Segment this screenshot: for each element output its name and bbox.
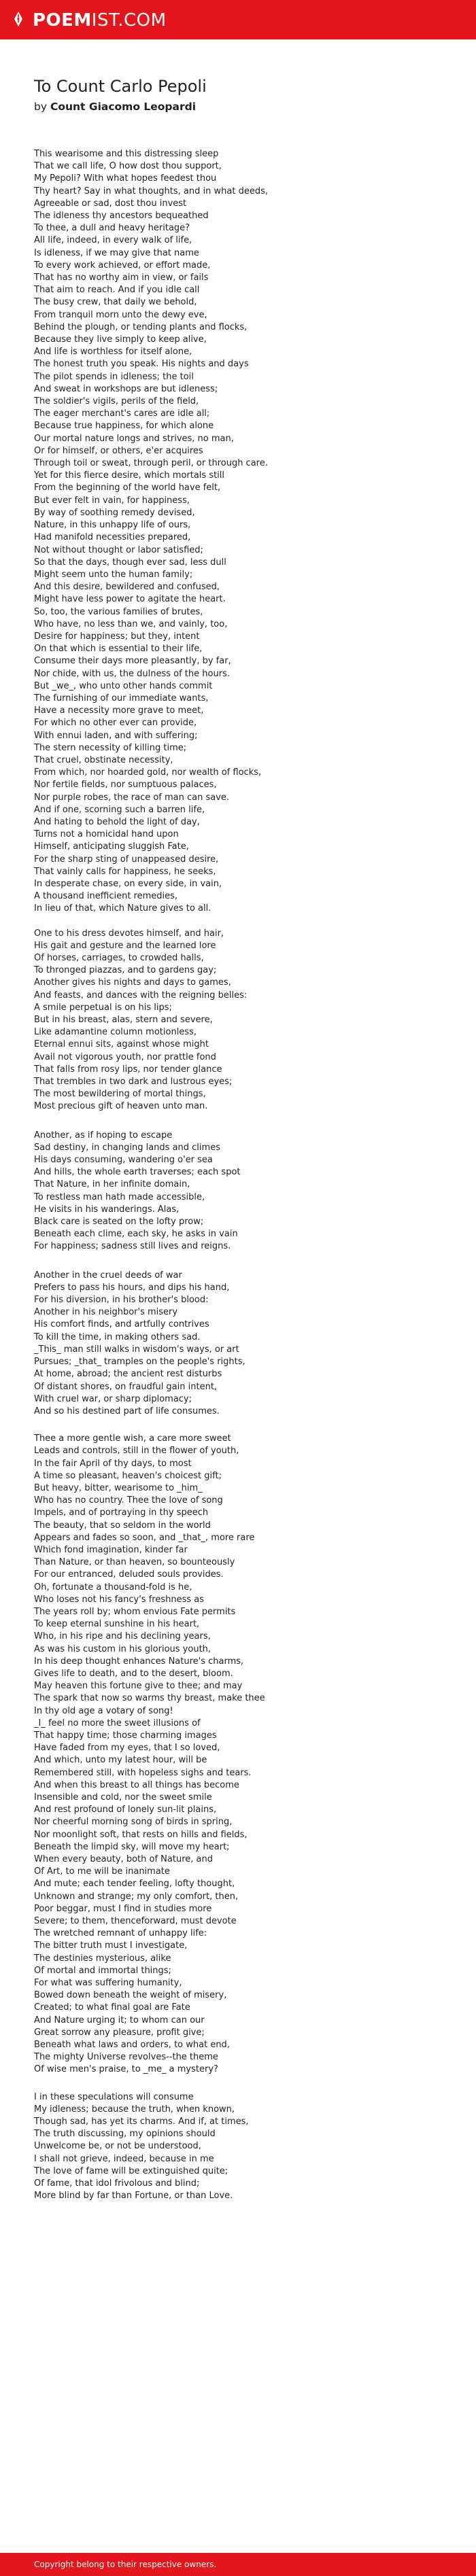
- poem-line: To thee, a dull and heavy heritage?: [34, 223, 190, 234]
- poem-line: Nor chide, with us, the dulness of the hours.: [34, 668, 230, 679]
- poem-line: In thy old age a votary of song!: [34, 1705, 173, 1716]
- poem-line: This wearisome and this distressing sleep: [34, 149, 219, 159]
- poem-line: Nor fertile fields, nor sumptuous palaces,: [34, 780, 217, 790]
- poem-line: I in these speculations will consume: [34, 2091, 194, 2102]
- poem-line: And hating to behold the light of day,: [34, 816, 200, 827]
- poem-line: And this desire, bewildered and confused,: [34, 582, 220, 593]
- byline: [34, 99, 196, 114]
- poem-line: But ever felt in vain, for happiness,: [34, 495, 190, 506]
- poem-line: Prefers to pass his hours, and dips his hand,: [34, 1282, 230, 1293]
- poem-line: By way of soothing remedy devised,: [34, 507, 195, 518]
- poem-line: The most bewildering of mortal things,: [34, 1089, 206, 1100]
- poem-line: Who have, no less than we, and vainly, too,: [34, 619, 228, 629]
- poem-line: And when this breast to all things has become: [34, 1779, 239, 1790]
- poem-line: Behind the plough, or tending plants and flocks,: [34, 321, 248, 332]
- logo-bold: POEM: [33, 10, 92, 31]
- site-logo[interactable]: [33, 10, 167, 31]
- stanza: [34, 1130, 456, 1253]
- poem-line: And sweat in workshops are but idleness;: [34, 383, 218, 394]
- poem-line: To restless man hath made accessible,: [34, 1191, 205, 1202]
- poem-line: That happy time; those charming images: [34, 1730, 217, 1741]
- poem-line: A time so pleasant, heaven's choicest gift;: [34, 1470, 222, 1481]
- poem-line: The soldier's vigils, perils of the field,: [34, 396, 199, 407]
- poem-line: Great sorrow any pleasure, profit give;: [34, 2027, 205, 2038]
- poem-line: Have faded from my eyes, that I so loved,: [34, 1743, 220, 1754]
- poem-line: Of fame, that idol frivolous and blind;: [34, 2178, 200, 2189]
- poem-line: Because they live simply to keep alive,: [34, 334, 207, 345]
- poem-line: Like adamantine column motionless,: [34, 1027, 197, 1038]
- poem-line: Of wise men's praise, to _me_ a mystery?: [34, 2064, 218, 2075]
- poem-line: Thy heart? Say in what thoughts, and in what deeds,: [34, 186, 268, 196]
- poem-line: For our entranced, deluded souls provides.: [34, 1569, 224, 1580]
- copyright-text: Copyright belong to their respective owners.: [34, 2560, 217, 2569]
- poem-title: To Count Carlo Pepoli: [34, 77, 207, 96]
- stanza: [34, 1270, 456, 1418]
- poem-line: _This_ man still walks in wisdom's ways, or art: [34, 1344, 239, 1355]
- poem-line: Is idleness, if we may give that name: [34, 247, 199, 258]
- poem-line: Eternal ennui sits, against whose might: [34, 1039, 209, 1050]
- poem-line: The truth discussing, my opinions should: [34, 2129, 216, 2140]
- poem-line: And hills, the whole earth traverses; each spot: [34, 1167, 241, 1178]
- poem-line: Black care is seated on the lofty prow;: [34, 1217, 204, 1228]
- poem-line: To kill the time, in making others sad.: [34, 1331, 201, 1342]
- poem-line: The furnishing of our immediate wants,: [34, 693, 209, 703]
- poem-line: The years roll by; whom envious Fate permits: [34, 1606, 236, 1617]
- poem-line: Agreeable or sad, dost thou invest: [34, 198, 187, 209]
- poem-line: His gait and gesture and the learned lore: [34, 940, 216, 951]
- poem-line: The destinies mysterious, alike: [34, 1953, 171, 1964]
- poem-line: Another in his neighbor's misery: [34, 1307, 178, 1318]
- poem-line: So, too, the various families of brutes,: [34, 606, 203, 617]
- poem-line: When every beauty, both of Nature, and: [34, 1854, 213, 1865]
- poem-line: My Pepoli? With what hopes feedest thou: [34, 173, 217, 184]
- poem-line: At home, abroad; the ancient rest disturbs: [34, 1369, 222, 1380]
- poem-line: That cruel, obstinate necessity,: [34, 754, 173, 765]
- poem-line: Beneath each clime, each sky, he asks in vain: [34, 1229, 238, 1240]
- poem-line: _I_ feel no more the sweet illusions of: [34, 1718, 201, 1728]
- poem-line: That we call life, O how dost thou support,: [34, 161, 222, 172]
- poem-line: And life is worthless for itself alone,: [34, 347, 192, 358]
- poem-line: Bowed down beneath the weight of misery,: [34, 1990, 227, 2001]
- poem-line: He visits in his wanderings. Alas,: [34, 1204, 180, 1215]
- poem-line: Nor cheerful morning song of birds in spring,: [34, 1817, 233, 1828]
- pen-nib-icon[interactable]: [14, 12, 22, 27]
- poem-line: Oh, fortunate a thousand-fold is he,: [34, 1582, 192, 1592]
- poem-line: Of horses, carriages, to crowded halls,: [34, 953, 204, 963]
- poem-line: A thousand inefficient remedies,: [34, 891, 178, 902]
- poem-line: On that which is essential to their life,: [34, 644, 203, 655]
- poem-line: Consume their days more pleasantly, by far,: [34, 656, 231, 667]
- poem-line: More blind by far than Fortune, or than Love.: [34, 2191, 233, 2201]
- poem-line: Who has no country. Thee the love of song: [34, 1495, 223, 1506]
- poem-line: One to his dress devotes himself, and hair,: [34, 928, 224, 939]
- poem-line: Created; to what final goal are Fate: [34, 2002, 190, 2013]
- poem-line: Of Art, to me will be inanimate: [34, 1866, 170, 1877]
- poem-line: Leads and controls, still in the flower of youth,: [34, 1446, 239, 1457]
- poem-line: Not without thought or labor satisfied;: [34, 544, 203, 555]
- poem-line: From the beginning of the world have felt,: [34, 483, 221, 493]
- poem-line: Turns not a homicidal hand upon: [34, 829, 179, 840]
- poem-line: And mute; each tender feeling, lofty thought,: [34, 1879, 235, 1890]
- poem-line: For which no other ever can provide,: [34, 718, 197, 729]
- poem-line: Of mortal and immortal things;: [34, 1965, 171, 1976]
- poem-line: And so his destined part of life consumes.: [34, 1406, 220, 1416]
- poem-line: Beneath the limpid sky, will move my heart;: [34, 1841, 230, 1852]
- poem-line: That falls from rosy lips, nor tender glance: [34, 1064, 222, 1075]
- poem-line: With ennui laden, and with suffering;: [34, 730, 198, 741]
- poem-line: Nor purple robes, the race of man can save.: [34, 792, 230, 803]
- poem-line: Than Nature, or than heaven, so bounteously: [34, 1557, 235, 1568]
- poem-line: Thee a more gentle wish, a care more sweet: [34, 1433, 231, 1444]
- by-label: by: [34, 101, 48, 113]
- poem-line: All life, indeed, in every walk of life,: [34, 235, 192, 246]
- poem-line: So that the days, though ever sad, less dull: [34, 557, 226, 568]
- poem-line: Severe; to them, thenceforward, must devote: [34, 1916, 237, 1927]
- poem-line: Unknown and strange; my only comfort, then,: [34, 1891, 239, 1902]
- poem-line: Another, as if hoping to escape: [34, 1130, 173, 1141]
- poem-line: Yet for this fierce desire, which mortals still: [34, 470, 225, 481]
- poem-line: Remembered still, with hopeless sighs and tears.: [34, 1767, 252, 1778]
- poem-line: Who loses not his fancy's freshness as: [34, 1594, 205, 1605]
- author-link[interactable]: Count Giacomo Leopardi: [50, 101, 197, 113]
- poem-line: In the fair April of thy days, to most: [34, 1458, 192, 1469]
- poem-line: Our mortal nature longs and strives, no man,: [34, 433, 234, 444]
- poem-line: Through toil or sweat, through peril, or through care.: [34, 458, 268, 469]
- poem-line: Appears and fades so soon, and _that_, more rare: [34, 1532, 255, 1543]
- poem-line: The love of fame will be extinguished quite;: [34, 2165, 228, 2176]
- poem-line: But in his breast, alas, stern and severe,: [34, 1015, 213, 1026]
- poem-line: Avail not vigorous youth, nor prattle fond: [34, 1051, 216, 1062]
- poem-line: For happiness; sadness still lives and reigns.: [34, 1241, 231, 1252]
- poem-line: From which, nor hoarded gold, nor wealth of flocks,: [34, 767, 262, 778]
- poem-line: Most precious gift of heaven unto man.: [34, 1101, 208, 1112]
- poem-line: To keep eternal sunshine in his heart,: [34, 1619, 200, 1630]
- poem-line: Had manifold necessities prepared,: [34, 532, 191, 543]
- poem-line: I shall not grieve, indeed, because in me: [34, 2153, 214, 2164]
- poem-line: His comfort finds, and artfully contrives: [34, 1319, 209, 1330]
- poem-line: With cruel war, or sharp diplomacy;: [34, 1393, 192, 1404]
- stanza: [34, 1433, 456, 2076]
- poem-line: Have a necessity more grave to meet,: [34, 706, 204, 716]
- poem-line: Himself, anticipating sluggish Fate,: [34, 841, 189, 852]
- logo-light: IST.COM: [91, 10, 167, 31]
- poem-line: Of distant shores, on fraudful gain intent,: [34, 1381, 218, 1392]
- poem-line: For what was suffering humanity,: [34, 1978, 182, 1989]
- poem-line: Because true happiness, for which alone: [34, 421, 214, 432]
- poem-body: [34, 148, 456, 2203]
- poem-line: That has no worthy aim in view, or fails: [34, 273, 209, 283]
- poem-line: Desire for happiness; but they, intent: [34, 631, 200, 642]
- poem-line: As was his custom in his glorious youth,: [34, 1643, 211, 1654]
- poem-line: Who, in his ripe and his declining years,: [34, 1631, 211, 1642]
- poem-line: Or for himself, or others, e'er acquires: [34, 445, 203, 456]
- poem-line: A smile perpetual is on his lips;: [34, 1002, 172, 1013]
- poem-line: For his diversion, in his brother's blood:: [34, 1295, 209, 1306]
- stanza: [34, 928, 456, 1113]
- poem-line: That trembles in two dark and lustrous eyes;: [34, 1077, 233, 1087]
- poem-line: Impels, and of portraying in thy speech: [34, 1508, 209, 1518]
- poem-line: The wretched remnant of unhappy life:: [34, 1928, 207, 1939]
- poem-line: But heavy, bitter, wearisome to _him_: [34, 1482, 203, 1493]
- poem-line: Nature, in this unhappy life of ours,: [34, 520, 191, 531]
- poem-line: The idleness thy ancestors bequeathed: [34, 211, 209, 222]
- poem-line: Might have less power to agitate the heart.: [34, 594, 226, 605]
- poem-line: The beauty, that so seldom in the world: [34, 1520, 211, 1531]
- poem-line: In lieu of that, which Nature gives to all.: [34, 903, 211, 914]
- poem-line: His days consuming, wandering o'er sea: [34, 1155, 213, 1166]
- poem-line: And rest profound of lonely sun-lit plains,: [34, 1805, 217, 1815]
- poem-line: That Nature, in her infinite domain,: [34, 1179, 190, 1190]
- poem-line: The mighty Universe revolves--the theme: [34, 2052, 218, 2063]
- poem-line: And feasts, and dances with the reigning belles:: [34, 990, 248, 1000]
- poem-line: Though sad, has yet its charms. And if, at times,: [34, 2117, 249, 2127]
- poem-line: Another gives his nights and days to games,: [34, 977, 231, 988]
- poem-line: But _we_, who unto other hands commit: [34, 680, 213, 691]
- stanza: [34, 2091, 456, 2203]
- poem-line: Pursues; _that_ tramples on the people's rights,: [34, 1357, 245, 1368]
- poem-line: That aim to reach. And if you idle call: [34, 285, 200, 296]
- poem-line: In his deep thought enhances Nature's charms,: [34, 1656, 244, 1667]
- poem-line: And Nature urging it; to whom can our: [34, 2015, 205, 2025]
- poem-line: The eager merchant's cares are idle all;: [34, 408, 210, 419]
- poem-line: The busy crew, that daily we behold,: [34, 297, 197, 308]
- footer: [0, 2553, 476, 2576]
- poem-line: Unwelcome be, or not be understood,: [34, 2141, 201, 2152]
- poem-line: That vainly calls for happiness, he seeks,: [34, 866, 216, 877]
- poem-line: The bitter truth must I investigate,: [34, 1940, 188, 1951]
- poem-line: The pilot spends in idleness; the toil: [34, 371, 194, 382]
- poem-line: Beneath what laws and orders, to what end,: [34, 2040, 230, 2051]
- poem-line: From tranquil morn unto the dewy eve,: [34, 309, 207, 320]
- poem-line: Sad destiny, in changing lands and climes: [34, 1142, 220, 1153]
- poem-line: Might seem unto the human family;: [34, 569, 193, 580]
- poem-line: My idleness; because the truth, when known,: [34, 2104, 235, 2114]
- poem-line: In desperate chase, on every side, in vain,: [34, 878, 222, 889]
- poem-line: The spark that now so warms thy breast, make thee: [34, 1693, 265, 1704]
- poem-line: And which, unto my latest hour, will be: [34, 1755, 207, 1766]
- poem-line: For the sharp sting of unappeased desire,: [34, 854, 219, 865]
- poem-line: Insensible and cold, nor the sweet smile: [34, 1792, 212, 1803]
- poem-line: Which fond imagination, kinder far: [34, 1544, 188, 1555]
- poem-line: To every work achieved, or effort made,: [34, 260, 211, 271]
- stanza: [34, 148, 456, 916]
- poem-line: Another in the cruel deeds of war: [34, 1270, 182, 1281]
- top-bar: [0, 0, 476, 39]
- poem-line: Nor moonlight soft, that rests on hills and fields,: [34, 1829, 248, 1840]
- poem-line: To thronged piazzas, and to gardens gay;: [34, 965, 217, 976]
- poem-line: May heaven this fortune give to thee; and may: [34, 1681, 243, 1692]
- poem-line: The honest truth you speak. His nights and days: [34, 359, 249, 370]
- poem-line: And if one, scorning such a barren life,: [34, 804, 205, 815]
- poem-line: Gives life to death, and to the desert, bloom.: [34, 1668, 233, 1679]
- poem-line: The stern necessity of killing time;: [34, 742, 187, 753]
- poem-line: Poor beggar, must I find in studies more: [34, 1903, 212, 1914]
